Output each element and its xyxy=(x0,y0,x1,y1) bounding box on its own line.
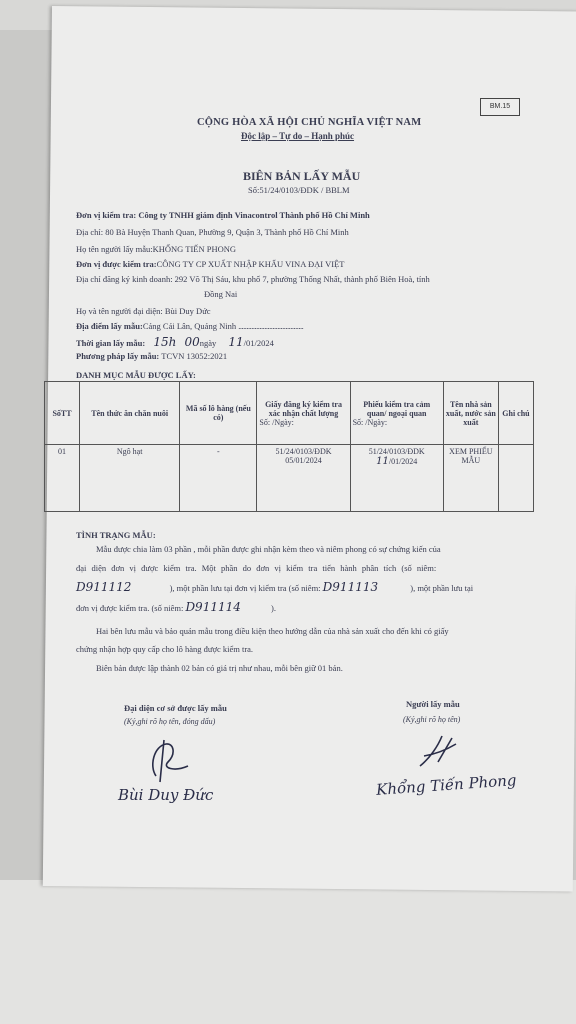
seal-number-2: D911113 xyxy=(322,580,379,594)
cell-registration: 51/24/0103/ĐDK 05/01/2024 xyxy=(257,445,350,512)
business-address-line-2: Đồng Nai xyxy=(204,289,238,299)
status-heading: TÌNH TRẠNG MẪU: xyxy=(76,530,156,540)
status-paragraph-3: Biên bản được lập thành 02 bản có giá trị như nhau, mỗi bên giữ 01 bản. xyxy=(96,663,343,673)
table-heading: DANH MỤC MẪU ĐƯỢC LẤY: xyxy=(76,370,196,380)
samples-table xyxy=(44,381,534,512)
right-signature-title: Người lấy mẫu xyxy=(406,699,460,709)
status-paragraph-1e: đơn vị được kiểm tra. (số niêm: D911114 ). xyxy=(76,600,276,614)
status-paragraph-1c: D911112 ), một phần lưu tại đơn vị kiểm tra (số niêm: D911113 ), một phần lưu tại xyxy=(76,580,474,594)
business-address-line: Địa chỉ đăng ký kinh doanh: 292 Võ Thị Sáu, khu phố 7, phường Thống Nhất, thành phố Biên Hoà, tỉnh xyxy=(76,274,430,284)
address-line: Địa chỉ: 80 Bà Huyện Thanh Quan, Phường 9, Quận 3, Thành phố Hồ Chí Minh xyxy=(76,227,349,237)
seal-number-1: D911112 xyxy=(76,580,132,594)
document-number: Số:51/24/0103/ĐDK / BBLM xyxy=(248,185,350,195)
right-signature-subtitle: (Ký,ghi rõ họ tên) xyxy=(403,715,461,724)
table-row xyxy=(45,445,534,512)
right-signature-mark xyxy=(412,732,472,772)
nation-header: CỘNG HÒA XÃ HỘI CHỦ NGHĨA VIỆT NAM xyxy=(197,117,422,128)
seal-number-3: D911114 xyxy=(185,600,241,614)
cell-check: 51/24/0103/ĐDK 11/01/2024 xyxy=(350,445,443,512)
time-line: Thời gian lấy mẫu: 15h 00ngày 11/01/2024 xyxy=(76,335,274,349)
right-signer-name: Khổng Tiến Phong xyxy=(375,771,518,799)
underlying-paper xyxy=(0,880,576,1024)
form-code-badge: BM.15 xyxy=(480,98,520,116)
method-line: Phương pháp lấy mẫu: TCVN 13052:2021 xyxy=(76,351,228,361)
col-name: Tên thức ăn chăn nuôi xyxy=(80,382,180,445)
cell-stt: 01 xyxy=(45,445,80,512)
motto: Độc lập – Tự do – Hạnh phúc xyxy=(241,131,355,141)
cell-note xyxy=(498,445,533,512)
cell-name: Ngô hạt xyxy=(80,445,180,512)
col-note: Ghi chú xyxy=(498,382,533,445)
table-header-row xyxy=(45,382,534,445)
col-check: Phiếu kiểm tra cảm quan/ ngoại quan Số: /Ngày: xyxy=(350,382,443,445)
left-signature-mark xyxy=(144,736,204,786)
col-registration: Giấy đăng ký kiểm tra xác nhận chất lượng Số: /Ngày: xyxy=(257,382,350,445)
document-title: BIÊN BẢN LẤY MẪU xyxy=(243,169,361,183)
location-line: Địa điểm lấy mẫu:Cảng Cái Lân, Quảng Ninh ........................................ xyxy=(76,321,304,331)
cell-lot: - xyxy=(180,445,257,512)
status-paragraph-2: Hai bên lưu mẫu và bảo quản mẫu trong điều kiện theo hướng dẫn của nhà sản xuất cho đến khi có giấy xyxy=(96,626,449,636)
inspected-line: Đơn vị được kiểm tra:CÔNG TY CP XUẤT NHẬP KHẨU VINA ĐẠI VIỆT xyxy=(76,259,345,269)
inspector-line: Đơn vị kiểm tra: Công ty TNHH giám định Vinacontrol Thành phố Hồ Chí Minh xyxy=(76,210,370,220)
left-signature-title: Đại diện cơ sở được lấy mẫu xyxy=(124,703,227,713)
status-paragraph-1: Mẫu được chia làm 03 phần , mỗi phần được ghi nhận kèm theo và niêm phong có sự chứng kiến của xyxy=(96,544,441,554)
representative-line: Họ và tên người đại diện: Bùi Duy Dức xyxy=(76,306,211,316)
col-producer: Tên nhà sản xuất, nước sản xuất xyxy=(443,382,498,445)
status-paragraph-1b: đại diện đơn vị được kiểm tra. Một phần do đơn vị kiểm tra tiến hành phân tích (số niêm: xyxy=(76,563,437,573)
col-stt: SốTT xyxy=(45,382,80,445)
document-content xyxy=(52,0,576,880)
left-signer-name: Bùi Duy Đức xyxy=(118,786,214,804)
cell-producer: XEM PHIẾU MẪU xyxy=(443,445,498,512)
status-paragraph-2b: chứng nhận hợp quy cấp cho lô hàng được kiểm tra. xyxy=(76,644,254,654)
sampler-line: Họ tên người lấy mẫu:KHỔNG TIẾN PHONG xyxy=(76,244,237,254)
col-lot: Mã số lô hàng (nếu có) xyxy=(180,382,257,445)
left-signature-subtitle: (Ký,ghi rõ họ tên, đóng dấu) xyxy=(124,717,216,726)
